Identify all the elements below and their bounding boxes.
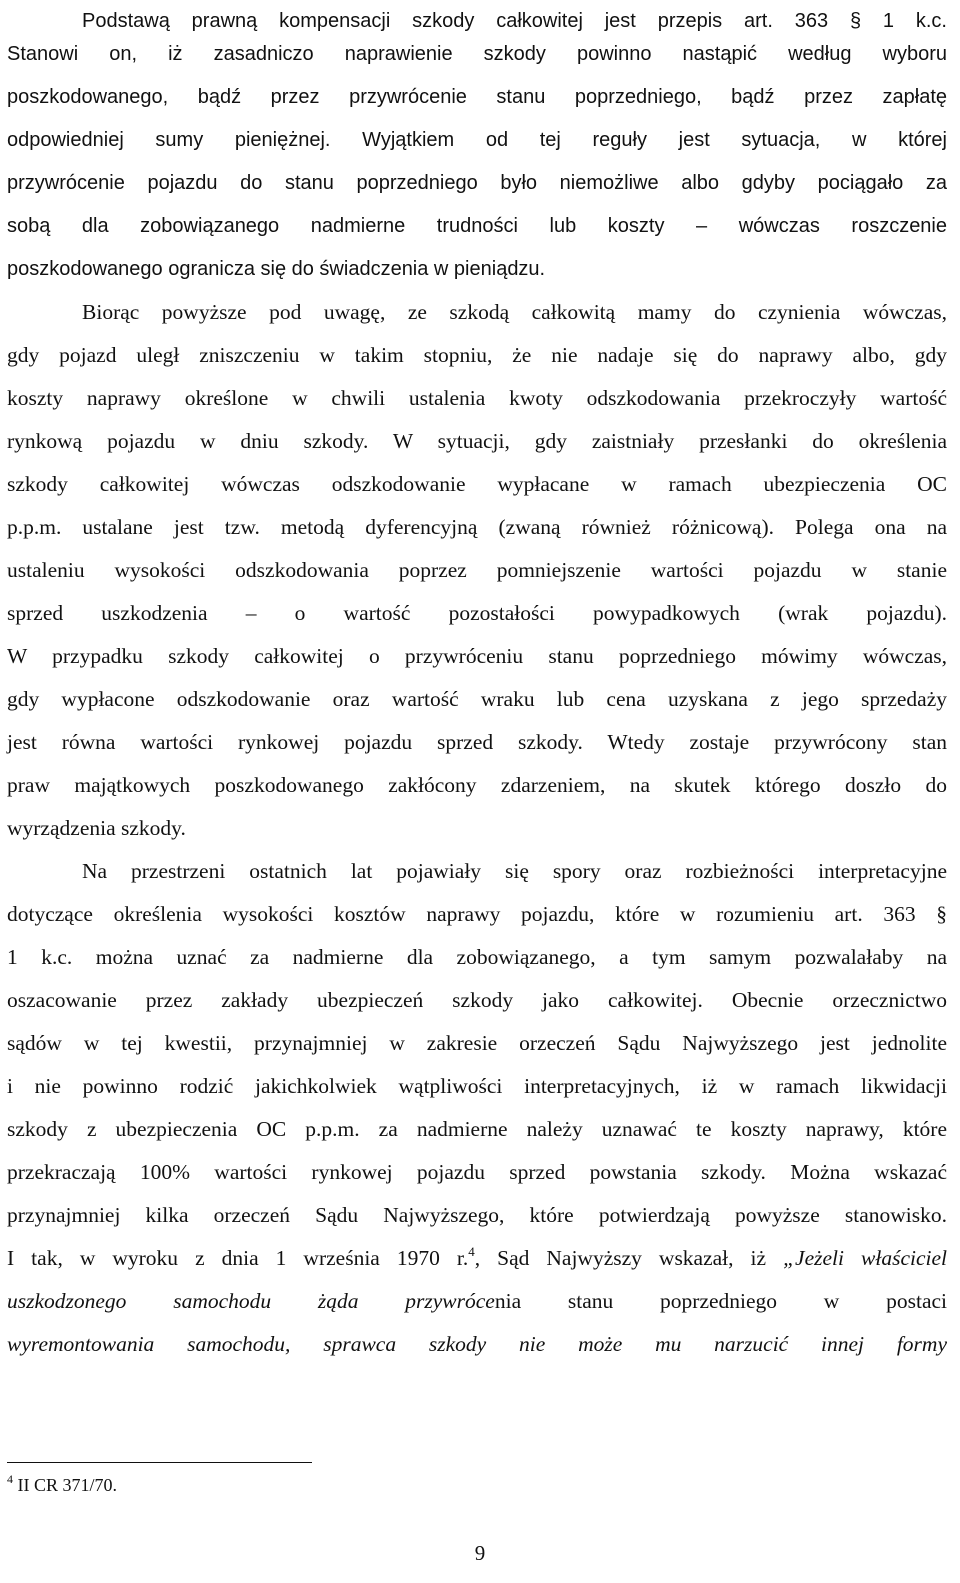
footnote-reference: 4 [468, 1244, 475, 1259]
quote-line: wyremontowania samochodu, sprawca szkody nie może mu narzucić innej formy [7, 1332, 947, 1356]
text-line: ustaleniu wysokości odszkodowania poprzez pomniejszenie wartości pojazdu w stanie [7, 558, 947, 582]
text-line: wyrządzenia szkody. [7, 816, 186, 840]
text-line: oszacowanie przez zakłady ubezpieczeń szkody jako całkowitej. Obecnie orzecznictwo [7, 988, 947, 1012]
text-line: przekraczają 100% wartości rynkowej pojazdu sprzed powstania szkody. Można wskazać [7, 1160, 947, 1184]
text-line: przywrócenie pojazdu do stanu poprzedniego było niemożliwe albo gdyby pociągało za [7, 172, 947, 194]
text-line: sobą dla zobowiązanego nadmierne trudności lub koszty – wówczas roszczenie [7, 215, 947, 237]
text-line: jest równa wartości rynkowej pojazdu sprzed szkody. Wtedy zostaje przywrócony stan [7, 730, 947, 754]
footnote-number: 4 [7, 1472, 13, 1486]
text-line: Podstawą prawną kompensacji szkody całkowitej jest przepis art. 363 § 1 k.c. [82, 10, 947, 32]
quote-normal: nia stanu poprzedniego w postaci [494, 1289, 947, 1313]
text-line: 1 k.c. można uznać za nadmierne dla zobowiązanego, a tym samym pozwalałaby na [7, 945, 947, 969]
text-line: gdy wypłacone odszkodowanie oraz wartość wraku lub cena uzyskana z jego sprzedaży [7, 687, 947, 711]
quote-italic: uszkodzonego samochodu żąda przywróce [7, 1289, 495, 1313]
text-line: odpowiedniej sumy pieniężnej. Wyjątkiem od tej reguły jest sytuacja, w której [7, 129, 947, 151]
footnote [7, 1473, 117, 1497]
quote-line [7, 1280, 947, 1322]
text-line: Stanowi on, iż zasadniczo naprawienie szkody powinno nastąpić według wyboru [7, 43, 947, 65]
text-line: i nie powinno rodzić jakichkolwiek wątpliwości interpretacyjnych, iż w ramach likwidacji [7, 1074, 947, 1098]
text-line: praw majątkowych poszkodowanego zakłócony zdarzeniem, na skutek którego doszło do [7, 773, 947, 797]
text-line: dotyczące określenia wysokości kosztów naprawy pojazdu, które w rozumieniu art. 363 § [7, 902, 947, 926]
text-line: sprzed uszkodzenia – o wartość pozostałości powypadkowych (wrak pojazdu). [7, 601, 947, 625]
text-line: rynkową pojazdu w dniu szkody. W sytuacji, gdy zaistniały przesłanki do określenia [7, 429, 947, 453]
text-line: sądów w tej kwestii, przynajmniej w zakresie orzeczeń Sądu Najwyższego jest jednolite [7, 1031, 947, 1055]
ruling-citation-line [7, 1237, 947, 1279]
footnote-separator [7, 1462, 312, 1463]
text-line: koszty naprawy określone w chwili ustalenia kwoty odszkodowania przekroczyły wartość [7, 386, 947, 410]
page-number: 9 [474, 1541, 486, 1565]
text-line: W przypadku szkody całkowitej o przywróceniu stanu poprzedniego mówimy wówczas, [7, 644, 947, 668]
text-line: poszkodowanego ogranicza się do świadczenia w pieniądzu. [7, 258, 546, 280]
ruling-text-cont: , Sąd Najwyższy wskazał, iż [474, 1246, 784, 1270]
ruling-text: I tak, w wyroku z dnia 1 września 1970 r. [7, 1246, 469, 1270]
text-line: gdy pojazd uległ zniszczeniu w takim stopniu, że nie nadaje się do naprawy albo, gdy [7, 343, 947, 367]
text-line: poszkodowanego, bądź przez przywrócenie stanu poprzedniego, bądź przez zapłatę [7, 86, 947, 108]
quote-start: „Jeżeli właściciel [783, 1246, 947, 1270]
text-line: przynajmniej kilka orzeczeń Sądu Najwyższego, które potwierdzają powyższe stanowisko. [7, 1203, 947, 1227]
text-line: szkody całkowitej wówczas odszkodowanie wypłacane w ramach ubezpieczenia OC [7, 472, 947, 496]
text-line: Biorąc powyższe pod uwagę, ze szkodą całkowitą mamy do czynienia wówczas, [82, 300, 947, 324]
text-line: Na przestrzeni ostatnich lat pojawiały się spory oraz rozbieżności interpretacyjne [82, 859, 947, 883]
text-line: szkody z ubezpieczenia OC p.p.m. za nadmierne należy uznawać te koszty naprawy, które [7, 1117, 947, 1141]
footnote-text: II CR 371/70. [13, 1475, 118, 1495]
text-line: p.p.m. ustalane jest tzw. metodą dyferencyjną (zwaną również różnicową). Polega ona na [7, 515, 947, 539]
